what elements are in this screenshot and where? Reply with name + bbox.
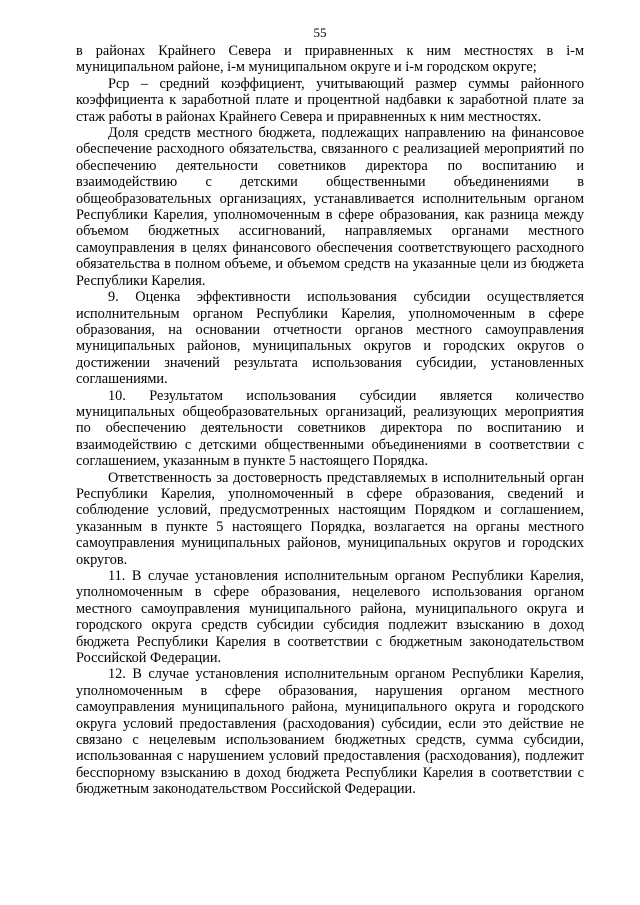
paragraph-pcr-definition: Pср – средний коэффициент, учитывающий размер суммы районного коэффициента к заработной плате и процентной надбавки к заработной плате за стаж работы в районах Крайнего Севера и приравненных к ним местностях.	[76, 75, 584, 125]
document-body	[76, 43, 584, 798]
paragraph-local-budget-share: Доля средств местного бюджета, подлежащих направлению на финансовое обеспечение расходного обязательства, связанного с реализацией мероприятий по обеспечению деятельности советников директора по воспитанию и взаимодействию с детскими общественными объединениями в общеобразовательных организациях, устанавливается исполнительным органом Республики Карелия, уполномоченным в сфере образования, как разница между объемом бюджетных ассигнований, направляемых органами местного самоуправления в целях финансового обеспечения соответствующего расходного обязательства в полном объеме, и объемом средств на указанные цели из бюджета Республики Карелия.	[76, 125, 584, 289]
paragraph-item-12: 12. В случае установления исполнительным органом Республики Карелия, уполномоченным в сфере образования, нарушения органом местного самоуправления муниципального района, муниципального округа и городского округа условий предоставления (расходования) субсидии, если это действие не связано с нецелевым использованием бюджетных средств, сумма субсидии, использованная с нарушением условий предоставления (расходования), подлежит бесспорному взысканию в доход бюджета Республики Карелия в соответствии с бюджетным законодательством Российской Федерации.	[76, 666, 584, 798]
paragraph-item-9: 9. Оценка эффективности использования субсидии осуществляется исполнительным органом Республики Карелия, уполномоченным в сфере образования, на основании отчетности органов местного самоуправления муниципальных районов, муниципальных округов и городских округов о достижении значений результата использования субсидии, установленных соглашениями.	[76, 289, 584, 388]
paragraph-responsibility: Ответственность за достоверность представляемых в исполнительный орган Республики Карелия, уполномоченный в сфере образования, сведений и соблюдение условий, предусмотренных настоящим Порядком и соглашением, указанным в пункте 5 настоящего Порядка, возлагается на органы местного самоуправления муниципальных районов, муниципальных округов и городских округов.	[76, 469, 584, 568]
page-number: 55	[313, 25, 327, 40]
paragraph-item-10: 10. Результатом использования субсидии является количество муниципальных общеобразовательных организаций, реализующих мероприятия по обеспечению деятельности советников директора по воспитанию и взаимодействию с детскими общественными объединениями в соответствии с соглашением, указанным в пункте 5 настоящего Порядка.	[76, 387, 584, 470]
paragraph-item-11: 11. В случае установления исполнительным органом Республики Карелия, уполномоченным в сфере образования, нецелевого использования органом местного самоуправления муниципального района, муниципального округа и городского округа средств субсидии субсидия подлежит взысканию в доход бюджета Республики Карелия в соответствии с бюджетным законодательством Российской Федерации.	[76, 568, 584, 667]
paragraph-continuation: в районах Крайнего Севера и приравненных к ним местностях в i-м муниципальном районе, i-м муниципальном округе и i-м городском округе;	[76, 43, 584, 76]
